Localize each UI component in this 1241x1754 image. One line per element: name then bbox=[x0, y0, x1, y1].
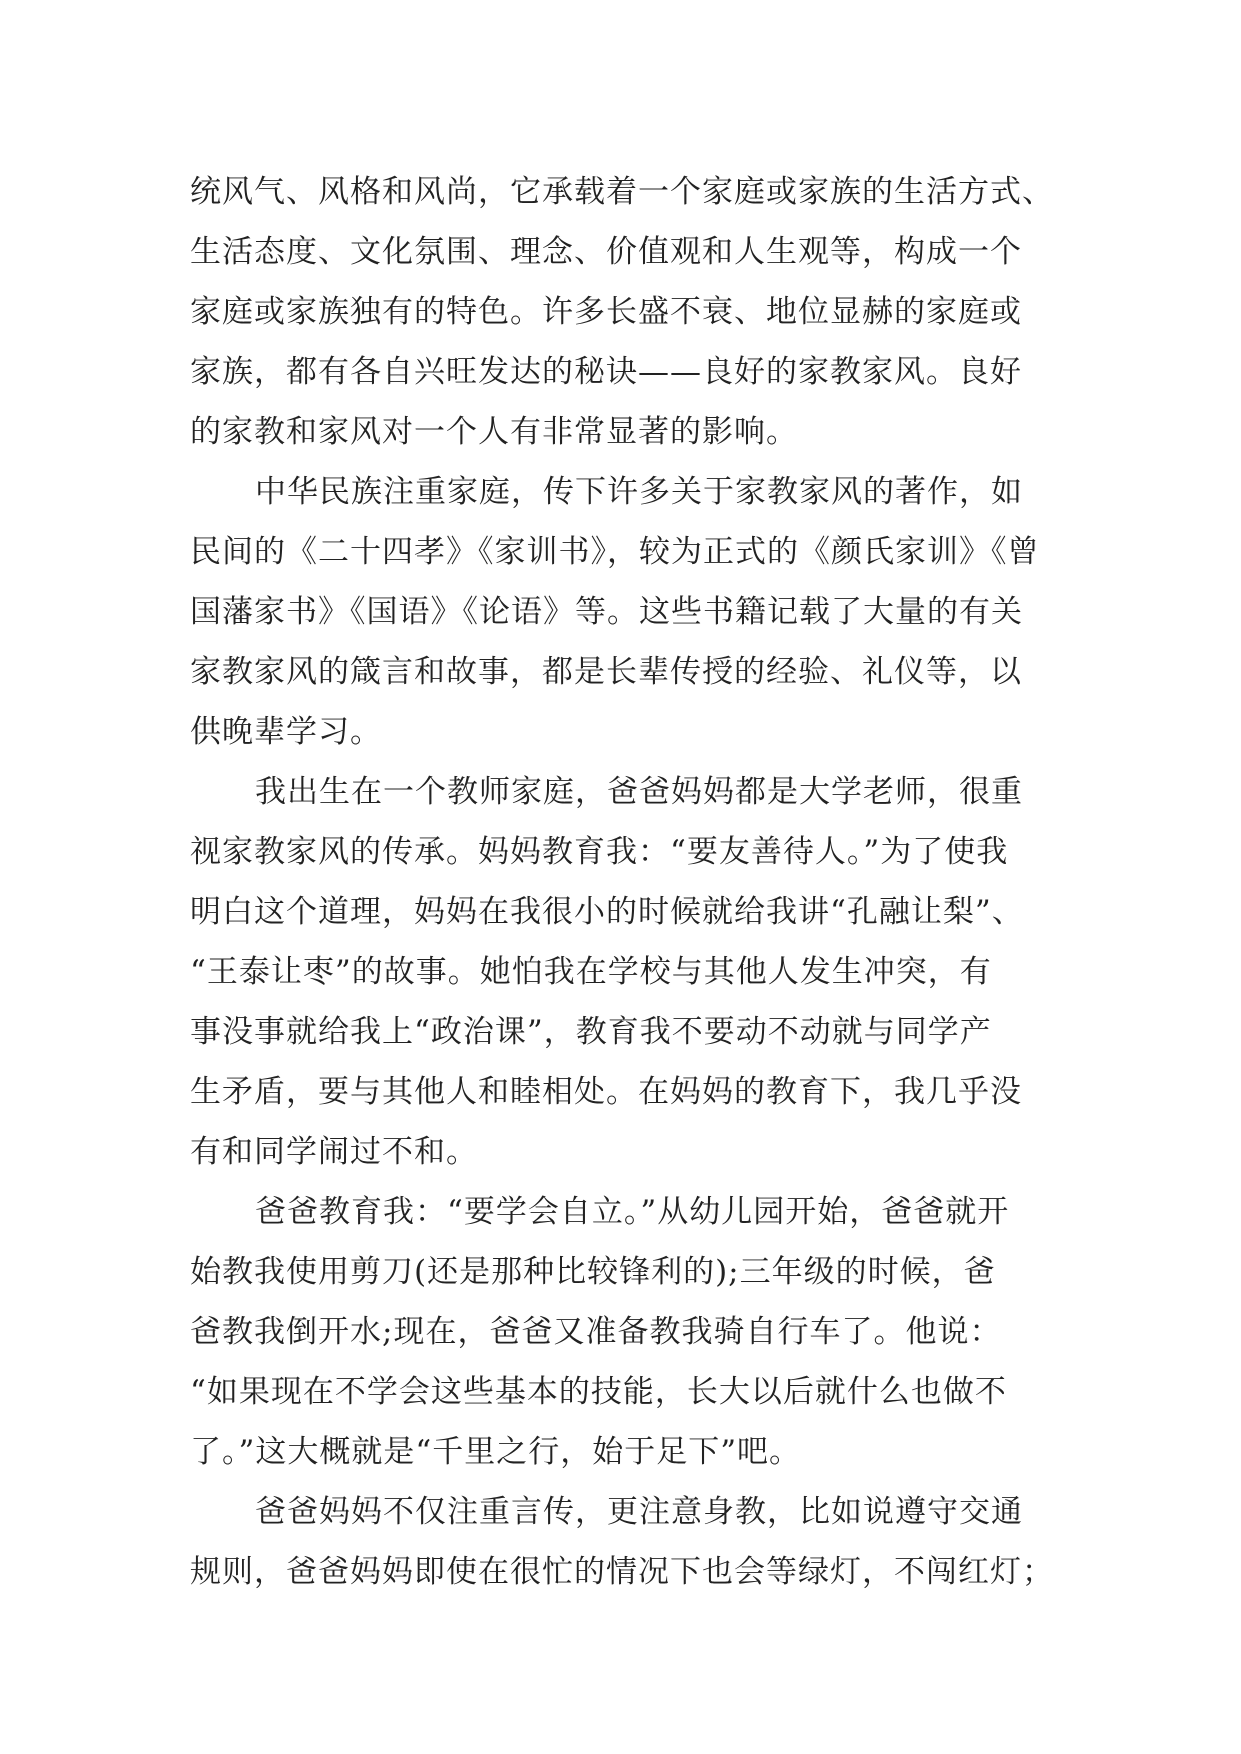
text-line: 生矛盾，要与其他人和睦相处。在妈妈的教育下，我几乎没 bbox=[190, 1074, 1022, 1110]
text-line: 的家教和家风对一个人有非常显著的影响。 bbox=[190, 414, 798, 450]
text-line: 始教我使用剪刀(还是那种比较锋利的);三年级的时候，爸 bbox=[190, 1254, 996, 1290]
text-line: 有和同学闹过不和。 bbox=[190, 1134, 478, 1170]
text-line: 国藩家书》《国语》《论语》等。这些书籍记载了大量的有关 bbox=[190, 594, 1023, 630]
text-line: 爸教我倒开水;现在，爸爸又准备教我骑自行车了。他说： bbox=[190, 1314, 1002, 1350]
paragraph-first-line: 我出生在一个教师家庭，爸爸妈妈都是大学老师，很重 bbox=[255, 774, 1023, 810]
text-line: 供晚辈学习。 bbox=[190, 714, 382, 750]
text-line: 事没事就给我上“政治课”，教育我不要动不动就与同学产 bbox=[190, 1014, 992, 1050]
text-line: 生活态度、文化氛围、理念、价值观和人生观等，构成一个 bbox=[190, 234, 1022, 270]
text-line: 家庭或家族独有的特色。许多长盛不衰、地位显赫的家庭或 bbox=[190, 294, 1022, 330]
text-line: 民间的《二十四孝》《家训书》，较为正式的《颜氏家训》《曾 bbox=[190, 534, 1040, 570]
text-line: 统风气、风格和风尚，它承载着一个家庭或家族的生活方式、 bbox=[190, 174, 1054, 210]
paragraph-first-line: 爸爸教育我：“要学会自立。”从幼儿园开始，爸爸就开 bbox=[255, 1194, 1010, 1230]
text-line: “王泰让枣”的故事。她怕我在学校与其他人发生冲突，有 bbox=[190, 954, 992, 990]
text-line: “如果现在不学会这些基本的技能，长大以后就什么也做不 bbox=[190, 1374, 1007, 1410]
text-line: 视家教家风的传承。妈妈教育我：“要友善待人。”为了使我 bbox=[190, 834, 1009, 870]
text-line: 家族，都有各自兴旺发达的秘诀——良好的家教家风。良好 bbox=[190, 354, 1022, 390]
text-line: 明白这个道理，妈妈在我很小的时候就给我讲“孔融让梨”、 bbox=[190, 894, 1024, 930]
text-line: 规则，爸爸妈妈即使在很忙的情况下也会等绿灯，不闯红灯； bbox=[190, 1554, 1054, 1590]
text-line: 了。”这大概就是“千里之行，始于足下”吧。 bbox=[190, 1434, 802, 1470]
text-line: 家教家风的箴言和故事，都是长辈传授的经验、礼仪等，以 bbox=[190, 654, 1022, 690]
paragraph-first-line: 爸爸妈妈不仅注重言传，更注意身教，比如说遵守交通 bbox=[255, 1494, 1023, 1530]
paragraph-first-line: 中华民族注重家庭，传下许多关于家教家风的著作，如 bbox=[255, 474, 1023, 510]
